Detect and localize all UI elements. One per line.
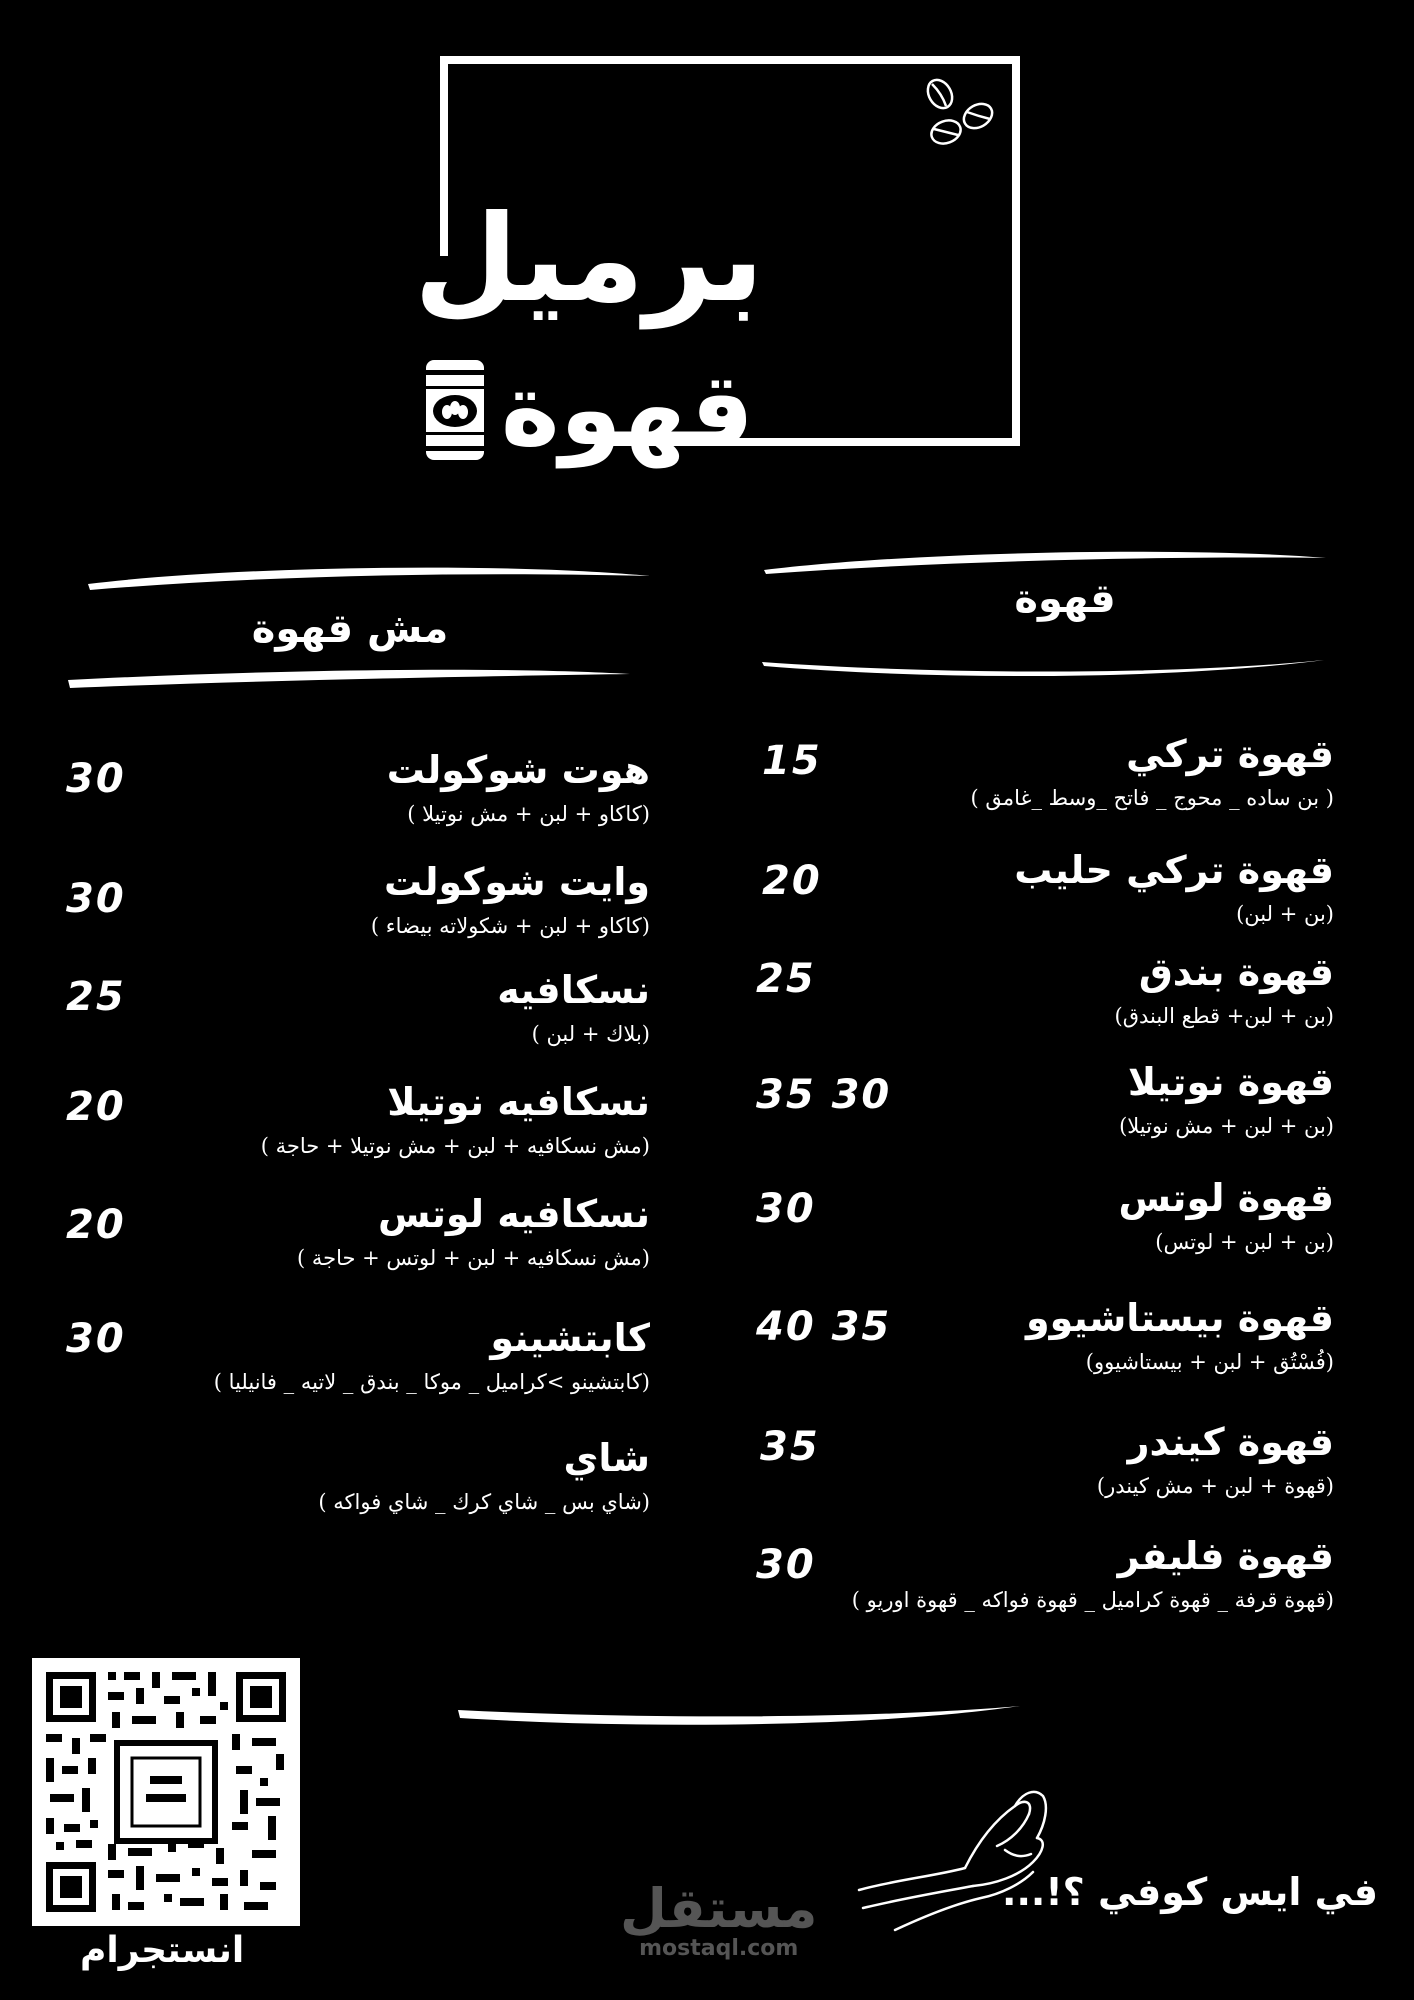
iced-coffee-tagline: في ايس كوفي ؟!... <box>1002 1870 1378 1914</box>
menu-item <box>1026 1296 1334 1377</box>
item-name: قهوة فليفر <box>1117 1534 1334 1578</box>
item-description: (فُسْتُق + لبن + بيستاشيوو) <box>1085 1349 1334 1374</box>
watermark-arabic: مستقل <box>620 1877 818 1940</box>
brand-name-line2: قهوة <box>500 351 754 468</box>
instagram-label[interactable]: انستجرام <box>80 1930 245 1971</box>
barrel-icon <box>420 356 490 466</box>
brush-stroke-bottom <box>454 1698 1024 1732</box>
item-price: 35 <box>760 1424 820 1470</box>
brush-stroke-notcoffee-bottom <box>64 664 634 694</box>
item-price: 30 <box>756 1542 816 1588</box>
item-name: شاي <box>563 1436 650 1480</box>
item-price: 20 <box>66 1084 126 1130</box>
menu-item <box>497 968 650 1049</box>
item-name: قهوة تركي حليب <box>1014 848 1334 892</box>
menu-item <box>1119 1060 1334 1141</box>
item-description: (بن + لبن + لوتس) <box>1155 1229 1334 1254</box>
item-name: وايت شوكولت <box>384 860 650 904</box>
item-description: (بن + لبن) <box>1236 901 1334 926</box>
item-name: قهوة تركي <box>1126 732 1334 776</box>
watermark <box>620 1877 818 1961</box>
menu-item <box>1115 950 1335 1031</box>
item-description: ( بن ساده _ محوج _ فاتح _وسط _غامق ) <box>970 785 1334 810</box>
brush-stroke-coffee-top <box>760 542 1330 578</box>
item-description: (مش نسكافيه + لبن + لوتس + حاجة ) <box>296 1245 650 1270</box>
item-description: (قهوة قرفة _ قهوة كراميل _ قهوة فواكه _ قهوة اوريو ) <box>851 1587 1334 1612</box>
menu-item <box>297 1192 650 1273</box>
item-name: قهوة بندق <box>1138 950 1334 994</box>
menu-item <box>1118 1176 1334 1257</box>
coffee-beans-icon <box>920 72 1004 152</box>
item-name: نسكافيه <box>497 968 650 1012</box>
brand-name-line1: برميل <box>413 190 764 329</box>
item-description: (مش نسكافيه + لبن + مش نوتيلا + حاجة ) <box>260 1133 650 1158</box>
menu-item <box>371 860 650 941</box>
item-name: كابتشينو <box>490 1316 650 1360</box>
item-description: (كابتشينو >كراميل _ موكا _ بندق _ لاتيه _ فانيليا ) <box>213 1369 650 1394</box>
item-price: 20 <box>66 1202 126 1248</box>
item-name: قهوة كيندر <box>1127 1420 1334 1464</box>
item-name: نسكافيه لوتس <box>377 1192 650 1236</box>
item-price: 40 35 <box>756 1304 892 1350</box>
menu-item <box>970 732 1334 813</box>
item-price: 25 <box>756 956 816 1002</box>
item-price: 15 <box>762 738 822 784</box>
item-price: 35 30 <box>756 1072 892 1118</box>
item-description: (بن + لبن + مش نوتيلا) <box>1119 1113 1334 1138</box>
item-price: 25 <box>66 974 126 1020</box>
item-price: 30 <box>66 876 126 922</box>
menu-item <box>1097 1420 1334 1501</box>
item-description: (شاي بس _ شاي كرك _ شاي فواكه ) <box>318 1489 650 1514</box>
item-description: (كاكاو + لبن + شكولاته بيضاء ) <box>370 913 650 938</box>
menu-item <box>1014 848 1334 929</box>
item-name: نسكافيه نوتيلا <box>387 1080 650 1124</box>
brush-stroke-notcoffee-top <box>84 558 654 594</box>
item-price: 20 <box>762 858 822 904</box>
item-description: (قهوة + لبن + مش كيندر) <box>1096 1473 1334 1498</box>
menu-item <box>387 748 650 829</box>
menu-item <box>318 1436 650 1517</box>
item-description: (بن + لبن+ قطع البندق) <box>1114 1003 1334 1028</box>
watermark-english: mostaql.com <box>639 1936 799 1961</box>
menu-item <box>852 1534 1334 1615</box>
instagram-qr-code[interactable] <box>32 1658 300 1926</box>
menu-item <box>214 1316 650 1397</box>
item-name: قهوة نوتيلا <box>1127 1060 1334 1104</box>
item-price: 30 <box>756 1186 816 1232</box>
not-coffee-section-heading: مش قهوة <box>251 606 449 652</box>
item-description: (بلاك + لبن ) <box>531 1021 650 1046</box>
item-name: قهوة لوتس <box>1118 1176 1334 1220</box>
hand-sketch-icon <box>855 1780 1055 1940</box>
menu-item <box>261 1080 650 1161</box>
item-description: (كاكاو + لبن + مش نوتيلا ) <box>407 801 650 826</box>
item-price: 30 <box>66 1316 126 1362</box>
coffee-section-heading: قهوة <box>1014 576 1116 622</box>
brush-stroke-coffee-bottom <box>758 652 1328 682</box>
item-price: 30 <box>66 756 126 802</box>
item-name: قهوة بيستاشيوو <box>1025 1296 1334 1340</box>
item-name: هوت شوكولت <box>386 748 650 792</box>
